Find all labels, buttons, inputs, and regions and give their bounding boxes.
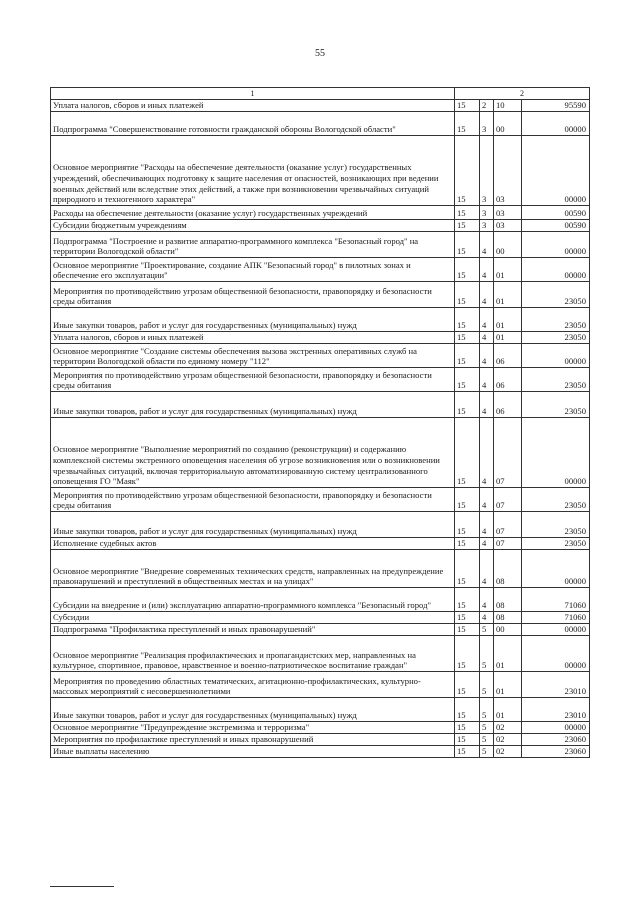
code-part-4: 00000 [522, 258, 590, 282]
code-part-4: 23050 [522, 368, 590, 392]
row-name: Мероприятия по противодействию угрозам общественной безопасности, правопорядку и безопасности среды обитания [51, 488, 455, 512]
table-row [51, 698, 590, 722]
row-name: Основное мероприятие "Проектирование, создание АПК "Безопасный город" в пилотных зонах и обеспечение его эксплуатации" [51, 258, 455, 282]
header-col-1: 1 [51, 88, 455, 100]
code-part-1: 15 [455, 588, 480, 612]
table-row [51, 308, 590, 332]
code-part-1: 15 [455, 746, 480, 758]
table-row [51, 232, 590, 258]
code-part-1: 15 [455, 136, 480, 206]
code-part-3: 06 [494, 368, 522, 392]
code-part-3: 01 [494, 698, 522, 722]
code-part-2: 3 [480, 220, 494, 232]
code-part-1: 15 [455, 512, 480, 538]
code-part-3: 02 [494, 722, 522, 734]
code-part-1: 15 [455, 332, 480, 344]
code-part-1: 15 [455, 612, 480, 624]
code-part-2: 5 [480, 746, 494, 758]
code-part-4: 00000 [522, 722, 590, 734]
row-name: Мероприятия по проведению областных тематических, агитационно-профилактических, культурно-массовых мероприятий с несовершеннолетними [51, 672, 455, 698]
code-part-1: 15 [455, 308, 480, 332]
code-part-2: 5 [480, 722, 494, 734]
code-part-2: 4 [480, 368, 494, 392]
code-part-1: 15 [455, 550, 480, 588]
code-part-3: 01 [494, 258, 522, 282]
code-part-1: 15 [455, 232, 480, 258]
code-part-4: 00000 [522, 136, 590, 206]
row-name: Основное мероприятие "Выполнение мероприятий по созданию (реконструкции) и содержанию комплексной системы экстренного оповещения населения об угрозе возникновения или о возникновении чрезвычайных ситуаций, включая территориальную автоматизированную систему централизованного оповещения ГО "Маяк" [51, 418, 455, 488]
code-part-4: 00000 [522, 418, 590, 488]
code-part-1: 15 [455, 722, 480, 734]
code-part-3: 01 [494, 672, 522, 698]
code-part-3: 01 [494, 282, 522, 308]
code-part-2: 5 [480, 698, 494, 722]
code-part-2: 4 [480, 418, 494, 488]
row-name: Мероприятия по противодействию угрозам общественной безопасности, правопорядку и безопасности среды обитания [51, 368, 455, 392]
budget-table [50, 87, 590, 758]
row-name: Субсидии бюджетным учреждениям [51, 220, 455, 232]
code-part-4: 00000 [522, 550, 590, 588]
table-row [51, 488, 590, 512]
row-name: Мероприятия по профилактике преступлений и иных правонарушений [51, 734, 455, 746]
table-row [51, 220, 590, 232]
code-part-3: 00 [494, 624, 522, 636]
table-row [51, 746, 590, 758]
code-part-3: 07 [494, 512, 522, 538]
row-name: Субсидии на внедрение и (или) эксплуатацию аппаратно-программного комплекса "Безопасный город" [51, 588, 455, 612]
code-part-2: 3 [480, 112, 494, 136]
code-part-1: 15 [455, 258, 480, 282]
code-part-2: 5 [480, 672, 494, 698]
row-name: Основное мероприятие "Предупреждение экстремизма и терроризма" [51, 722, 455, 734]
code-part-3: 08 [494, 588, 522, 612]
row-name: Иные закупки товаров, работ и услуг для государственных (муниципальных) нужд [51, 308, 455, 332]
row-name: Иные закупки товаров, работ и услуг для государственных (муниципальных) нужд [51, 512, 455, 538]
code-part-2: 4 [480, 392, 494, 418]
code-part-4: 23010 [522, 672, 590, 698]
table-row [51, 332, 590, 344]
code-part-3: 00 [494, 112, 522, 136]
row-name: Иные закупки товаров, работ и услуг для государственных (муниципальных) нужд [51, 392, 455, 418]
table-row [51, 206, 590, 220]
table-row [51, 100, 590, 112]
code-part-2: 4 [480, 612, 494, 624]
code-part-1: 15 [455, 368, 480, 392]
code-part-4: 23050 [522, 512, 590, 538]
row-name: Расходы на обеспечение деятельности (оказание услуг) государственных учреждений [51, 206, 455, 220]
row-name: Исполнение судебных актов [51, 538, 455, 550]
code-part-3: 07 [494, 418, 522, 488]
code-part-2: 4 [480, 512, 494, 538]
table-row [51, 512, 590, 538]
code-part-4: 00590 [522, 206, 590, 220]
code-part-3: 01 [494, 636, 522, 672]
code-part-1: 15 [455, 624, 480, 636]
code-part-1: 15 [455, 418, 480, 488]
table-row [51, 344, 590, 368]
table-row [51, 538, 590, 550]
table-body [51, 100, 590, 758]
table-row [51, 136, 590, 206]
table-header-row [51, 88, 590, 100]
code-part-3: 08 [494, 612, 522, 624]
row-name: Иные закупки товаров, работ и услуг для государственных (муниципальных) нужд [51, 698, 455, 722]
code-part-1: 15 [455, 282, 480, 308]
code-part-3: 03 [494, 220, 522, 232]
row-name: Подпрограмма "Построение и развитие аппаратно-программного комплекса "Безопасный город" на территории Вологодской области" [51, 232, 455, 258]
code-part-2: 3 [480, 136, 494, 206]
page-number: 55 [315, 48, 325, 59]
table-row [51, 282, 590, 308]
code-part-3: 01 [494, 308, 522, 332]
code-part-4: 00000 [522, 624, 590, 636]
footnote-rule [50, 886, 114, 887]
code-part-1: 15 [455, 488, 480, 512]
code-part-2: 2 [480, 100, 494, 112]
code-part-4: 23050 [522, 332, 590, 344]
table-row [51, 550, 590, 588]
code-part-4: 23050 [522, 282, 590, 308]
table-row [51, 368, 590, 392]
code-part-2: 4 [480, 232, 494, 258]
row-name: Уплата налогов, сборов и иных платежей [51, 100, 455, 112]
table-row [51, 392, 590, 418]
table-row [51, 624, 590, 636]
code-part-1: 15 [455, 698, 480, 722]
code-part-1: 15 [455, 672, 480, 698]
code-part-2: 4 [480, 538, 494, 550]
code-part-2: 5 [480, 734, 494, 746]
code-part-1: 15 [455, 734, 480, 746]
table-row [51, 112, 590, 136]
row-name: Мероприятия по противодействию угрозам общественной безопасности, правопорядку и безопасности среды обитания [51, 282, 455, 308]
code-part-1: 15 [455, 220, 480, 232]
code-part-3: 07 [494, 538, 522, 550]
code-part-4: 00000 [522, 112, 590, 136]
code-part-3: 03 [494, 206, 522, 220]
row-name: Подпрограмма "Совершенствование готовности гражданской обороны Вологодской области" [51, 112, 455, 136]
row-name: Основное мероприятие "Внедрение современных технических средств, направленных на предупреждение правонарушений и преступлений в общественных местах и на улицах" [51, 550, 455, 588]
code-part-3: 07 [494, 488, 522, 512]
code-part-4: 71060 [522, 612, 590, 624]
code-part-1: 15 [455, 538, 480, 550]
row-name: Иные выплаты населению [51, 746, 455, 758]
code-part-2: 4 [480, 282, 494, 308]
code-part-3: 06 [494, 344, 522, 368]
code-part-2: 3 [480, 206, 494, 220]
header-col-2: 2 [455, 88, 590, 100]
code-part-1: 15 [455, 392, 480, 418]
row-name: Основное мероприятие "Реализация профилактических и пропагандистских мер, направленных на культурное, спортивное, правовое, нравственное и военно-патриотическое воспитание граждан" [51, 636, 455, 672]
code-part-3: 10 [494, 100, 522, 112]
code-part-4: 00590 [522, 220, 590, 232]
table-row [51, 258, 590, 282]
table-row [51, 734, 590, 746]
code-part-4: 00000 [522, 636, 590, 672]
row-name: Подпрограмма "Профилактика преступлений и иных правонарушений" [51, 624, 455, 636]
code-part-1: 15 [455, 100, 480, 112]
table-row [51, 672, 590, 698]
code-part-2: 4 [480, 588, 494, 612]
table-row [51, 612, 590, 624]
code-part-3: 00 [494, 232, 522, 258]
code-part-3: 01 [494, 332, 522, 344]
row-name: Основное мероприятие "Расходы на обеспечение деятельности (оказание услуг) государственных учреждений, обеспечивающих подготовку к защите населения от опасностей, возникающих при ведении военных действий или вследствие этих действий, а также при возникновении чрезвычайных ситуаций природного и техногенного характера" [51, 136, 455, 206]
code-part-1: 15 [455, 206, 480, 220]
code-part-1: 15 [455, 344, 480, 368]
table-row [51, 588, 590, 612]
row-name: Уплата налогов, сборов и иных платежей [51, 332, 455, 344]
code-part-4: 95590 [522, 100, 590, 112]
code-part-2: 5 [480, 636, 494, 672]
code-part-2: 4 [480, 308, 494, 332]
code-part-3: 02 [494, 734, 522, 746]
row-name: Субсидии [51, 612, 455, 624]
code-part-4: 71060 [522, 588, 590, 612]
code-part-2: 5 [480, 624, 494, 636]
code-part-3: 06 [494, 392, 522, 418]
code-part-4: 23050 [522, 488, 590, 512]
table-row [51, 636, 590, 672]
code-part-4: 23060 [522, 746, 590, 758]
code-part-2: 4 [480, 344, 494, 368]
code-part-2: 4 [480, 488, 494, 512]
code-part-4: 23050 [522, 392, 590, 418]
code-part-4: 23050 [522, 308, 590, 332]
code-part-2: 4 [480, 550, 494, 588]
table-row [51, 722, 590, 734]
code-part-1: 15 [455, 636, 480, 672]
code-part-4: 00000 [522, 344, 590, 368]
code-part-4: 23060 [522, 734, 590, 746]
code-part-4: 00000 [522, 232, 590, 258]
code-part-3: 03 [494, 136, 522, 206]
code-part-1: 15 [455, 112, 480, 136]
code-part-2: 4 [480, 332, 494, 344]
code-part-4: 23050 [522, 538, 590, 550]
code-part-4: 23010 [522, 698, 590, 722]
table-row [51, 418, 590, 488]
code-part-3: 08 [494, 550, 522, 588]
code-part-3: 02 [494, 746, 522, 758]
row-name: Основное мероприятие "Создание системы обеспечения вызова экстренных оперативных служб на территории Вологодской области по единому номеру "112" [51, 344, 455, 368]
code-part-2: 4 [480, 258, 494, 282]
